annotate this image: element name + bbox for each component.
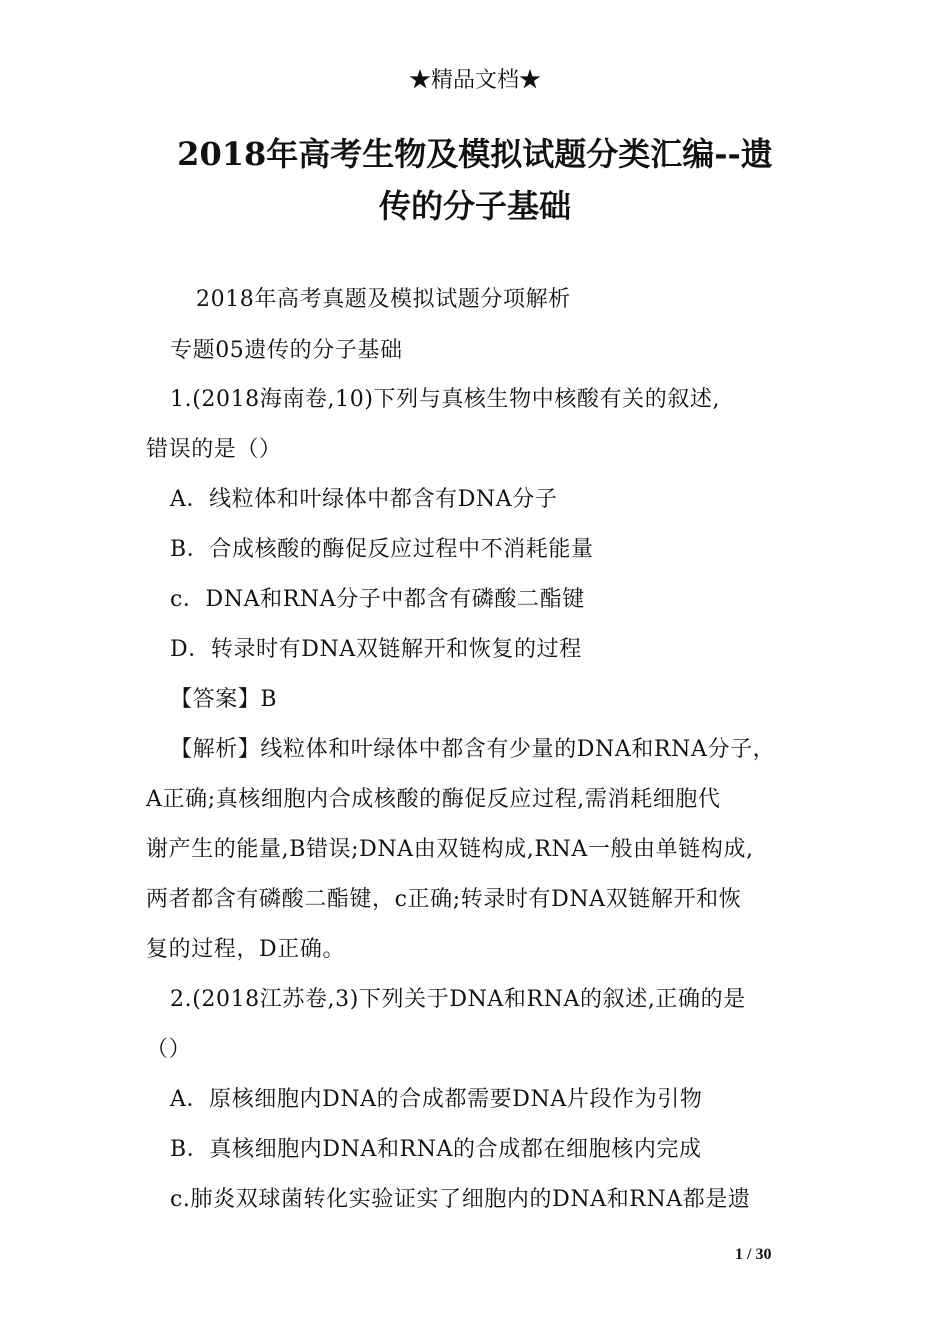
topic-line: 专题05遗传的分子基础 bbox=[170, 338, 403, 363]
q1-option-d: D．转录时有DNA双链解开和恢复的过程 bbox=[170, 637, 582, 662]
q2-option-b: B．真核细胞内DNA和RNA的合成都在细胞核内完成 bbox=[170, 1137, 702, 1162]
q1-analysis-line-3: 谢产生的能量,B错误;DNA由双链构成,RNA一般由单链构成, bbox=[146, 837, 754, 862]
q1-option-b: B．合成核酸的酶促反应过程中不消耗能量 bbox=[170, 537, 594, 562]
q2-option-a: A．原核细胞内DNA的合成都需要DNA片段作为引物 bbox=[170, 1087, 703, 1112]
q1-option-a: A．线粒体和叶绿体中都含有DNA分子 bbox=[170, 487, 558, 512]
q1-option-c: c．DNA和RNA分子中都含有磷酸二酯键 bbox=[170, 587, 585, 612]
subtitle-line: 2018年高考真题及模拟试题分项解析 bbox=[196, 287, 571, 312]
question-1-stem: 1.(2018海南卷,10)下列与真核生物中核酸有关的叙述, bbox=[170, 387, 721, 412]
question-2-stem: 2.(2018江苏卷,3)下列关于DNA和RNA的叙述,正确的是 bbox=[170, 987, 746, 1012]
q1-analysis-line-4: 两者都含有磷酸二酯键，c正确;转录时有DNA双链解开和恢 bbox=[146, 887, 742, 912]
document-title bbox=[120, 128, 830, 232]
q1-answer: 【答案】B bbox=[170, 687, 278, 712]
page-number: 1 / 30 bbox=[735, 1246, 772, 1263]
title-line-2: 传的分子基础 bbox=[378, 187, 571, 225]
q1-analysis-line-1: 【解析】线粒体和叶绿体中都含有少量的DNA和RNA分子， bbox=[170, 737, 776, 762]
question-1-stem-cont: 错误的是（） bbox=[146, 437, 282, 462]
q1-analysis-line-2: A正确;真核细胞内合成核酸的酶促反应过程,需消耗细胞代 bbox=[146, 787, 721, 812]
page-header: ★精品文档★ bbox=[408, 68, 541, 93]
q2-option-c: c.肺炎双球菌转化实验证实了细胞内的DNA和RNA都是遗 bbox=[170, 1187, 751, 1212]
question-2-stem-cont: （） bbox=[146, 1037, 192, 1062]
q1-analysis-line-5: 复的过程，D正确。 bbox=[146, 937, 346, 962]
title-line-1: 2018年高考生物及模拟试题分类汇编--遗 bbox=[177, 135, 773, 173]
